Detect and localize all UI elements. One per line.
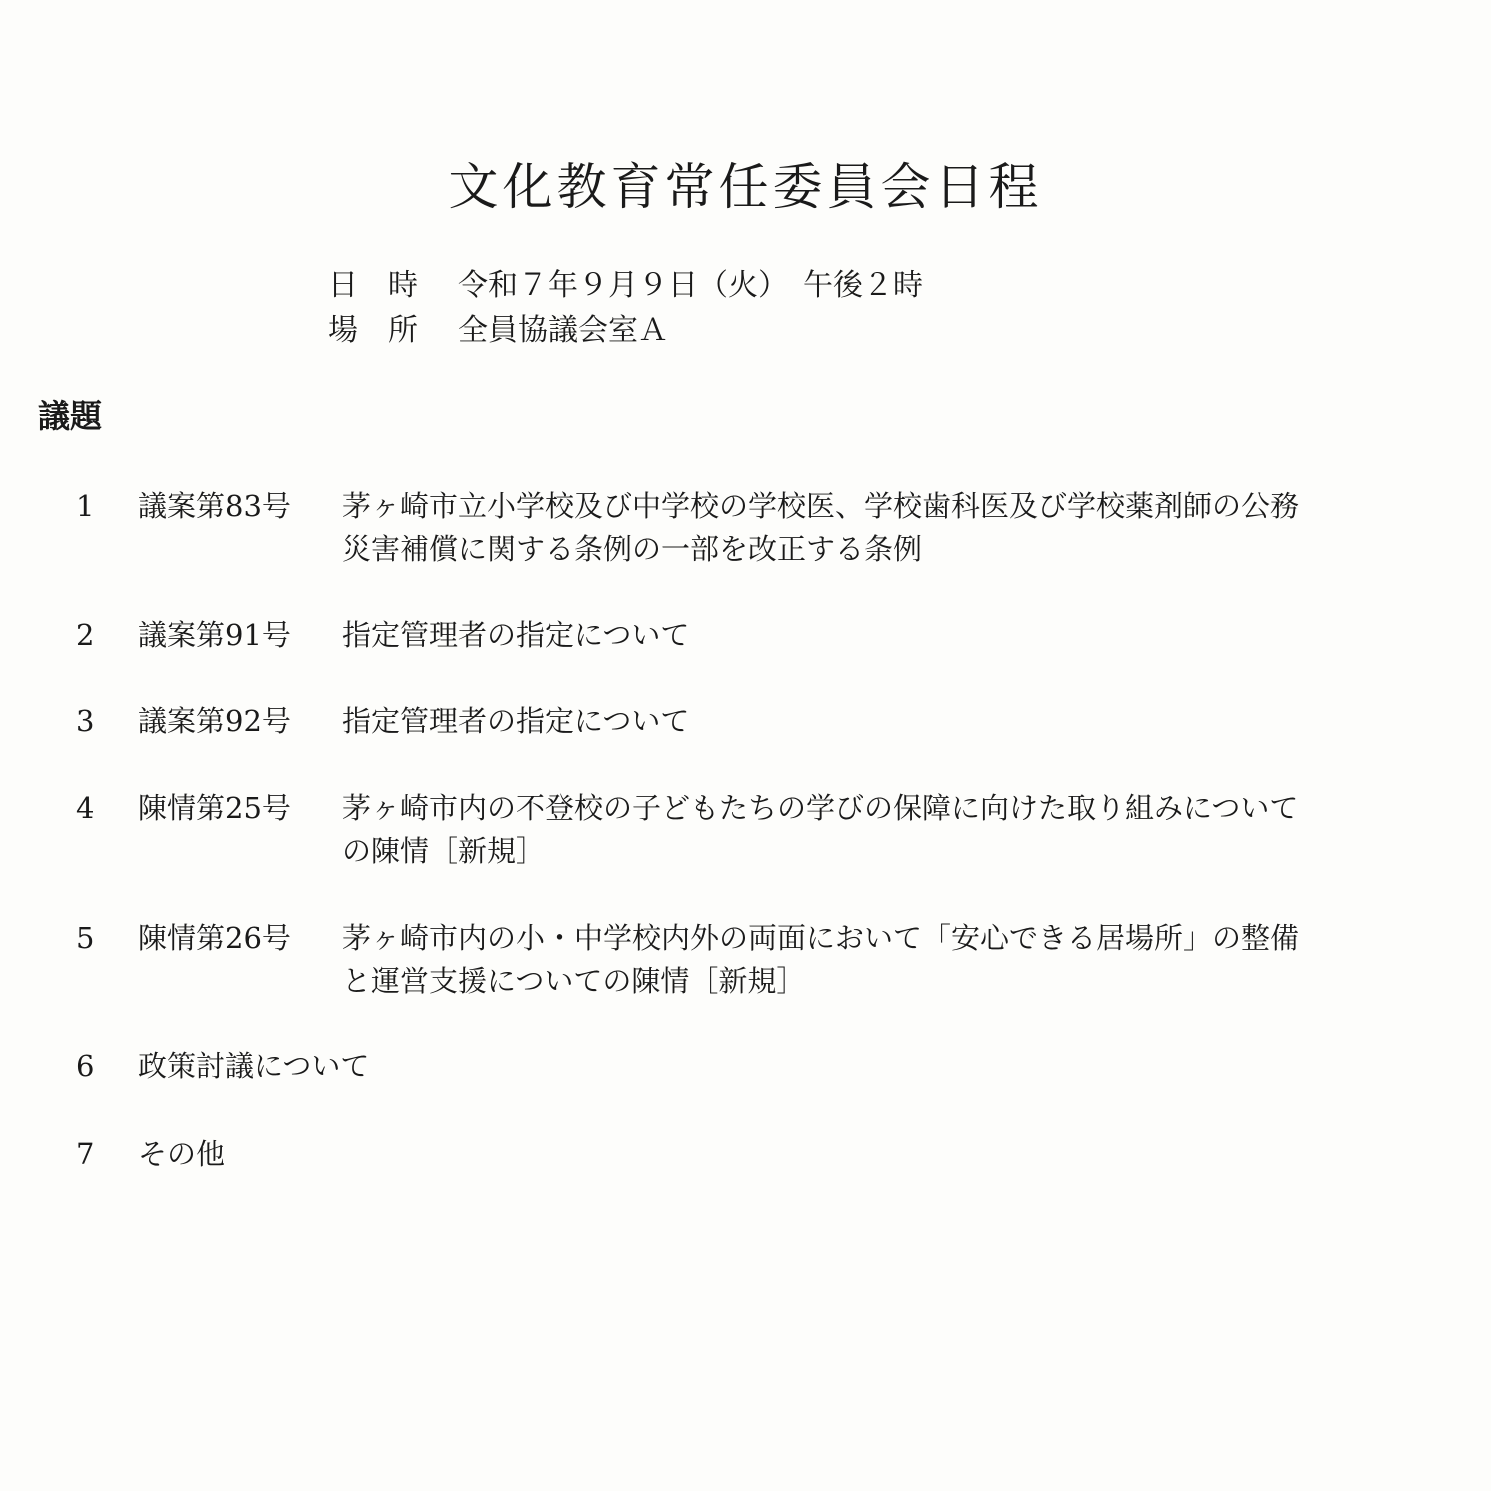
agenda-item-line: 茅ヶ崎市内の小・中学校内外の両面において「安心できる居場所」の整備 bbox=[342, 921, 1300, 955]
meeting-datetime-row bbox=[328, 266, 923, 306]
agenda-item-line: 指定管理者の指定について bbox=[342, 618, 690, 652]
agenda-item-number: 1 bbox=[76, 489, 95, 523]
place-value: 全員協議会室Ａ bbox=[458, 313, 668, 348]
agenda-item-line: 茅ヶ崎市内の不登校の子どもたちの学びの保障に向けた取り組みについて bbox=[342, 791, 1299, 825]
agenda-item-number: 6 bbox=[76, 1049, 95, 1083]
agenda-item-line: 災害補償に関する条例の一部を改正する条例 bbox=[342, 532, 923, 566]
agenda-item-description bbox=[342, 787, 1476, 873]
agenda-item-code: 議案第91号 bbox=[138, 618, 291, 652]
agenda-item-description: その他 bbox=[138, 1137, 226, 1171]
agenda-item-code: 陳情第25号 bbox=[138, 791, 291, 825]
place-label: 場 所 bbox=[328, 313, 418, 348]
agenda-item-line: の陳情［新規］ bbox=[342, 834, 546, 868]
agenda-item-description: 政策討議について bbox=[138, 1049, 370, 1083]
agenda-item-description bbox=[342, 917, 1476, 1003]
agenda-item-code: 議案第92号 bbox=[138, 704, 291, 738]
agenda-item-line: 茅ヶ崎市立小学校及び中学校の学校医、学校歯科医及び学校薬剤師の公務 bbox=[342, 489, 1300, 523]
agenda-item-number: 2 bbox=[76, 618, 95, 652]
datetime-label: 日 時 bbox=[328, 268, 418, 303]
meeting-place-row bbox=[328, 311, 668, 351]
agenda-item-number: 7 bbox=[76, 1137, 95, 1171]
datetime-value: 令和７年９月９日（火） 午後２時 bbox=[458, 268, 923, 303]
agenda-item-description bbox=[342, 485, 1476, 571]
agenda-item-number: 5 bbox=[76, 921, 95, 955]
agenda-item-number: 4 bbox=[76, 791, 95, 825]
agenda-item-code: 陳情第26号 bbox=[138, 921, 291, 955]
document-title: 文化教育常任委員会日程 bbox=[448, 158, 1043, 216]
agenda-item-number: 3 bbox=[76, 704, 95, 738]
agenda-item-line: と運営支援についての陳情［新規］ bbox=[342, 964, 806, 998]
agenda-heading: 議題 bbox=[38, 397, 103, 435]
agenda-item-line: 指定管理者の指定について bbox=[342, 704, 690, 738]
agenda-item-description bbox=[342, 700, 1476, 743]
agenda-item-description bbox=[342, 614, 1476, 657]
agenda-item-code: 議案第83号 bbox=[138, 489, 291, 523]
